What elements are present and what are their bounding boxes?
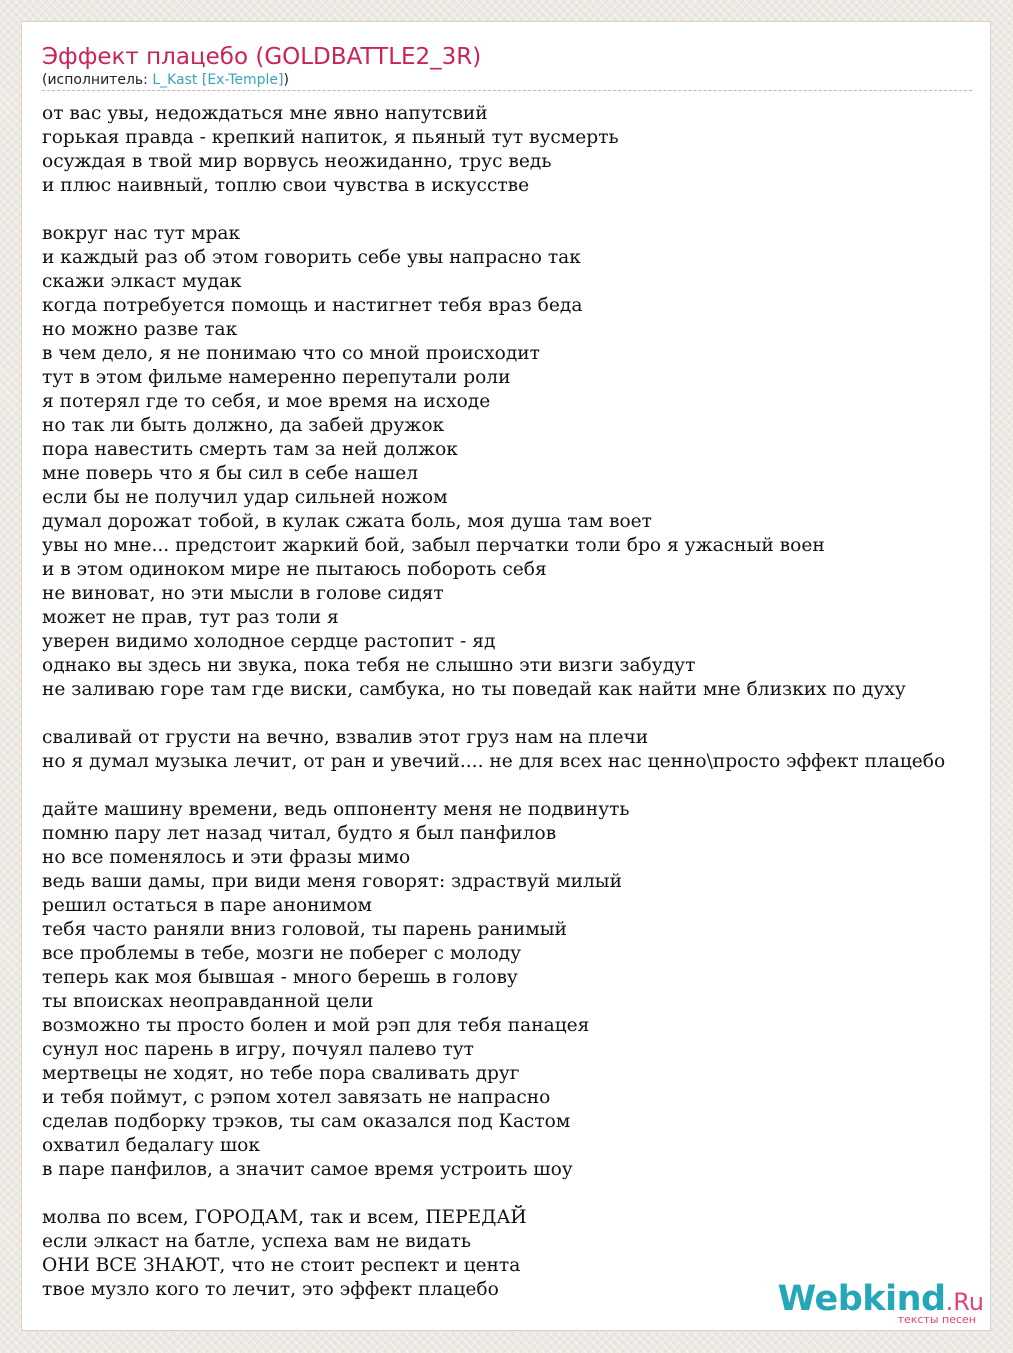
lyric-line: мертвецы не ходят, но тебе пора сваливать друг xyxy=(42,1063,520,1084)
lyric-line: я потерял где то себя, и мое время на исходе xyxy=(42,391,491,412)
lyric-line: твое музло кого то лечит, это эффект плацебо xyxy=(42,1279,499,1300)
lyric-line: не заливаю горе там где виски, самбука, но ты поведай как найти мне близких по духу xyxy=(42,679,906,700)
lyric-line: осуждая в твой мир ворвусь неожиданно, трус ведь xyxy=(42,151,552,172)
lyric-line: решил остаться в паре анонимом xyxy=(42,895,373,916)
lyric-line: теперь как моя бывшая - много берешь в голову xyxy=(42,967,518,988)
site-logo[interactable] xyxy=(778,1281,984,1326)
logo-tld: .Ru xyxy=(945,1288,984,1316)
lyric-line: и плюс наивный, топлю свои чувства в искусстве xyxy=(42,175,530,196)
lyric-line: возможно ты просто болен и мой рэп для тебя панацея xyxy=(42,1015,590,1036)
header-divider xyxy=(42,90,972,91)
lyric-line: но все поменялось и эти фразы мимо xyxy=(42,847,411,868)
lyric-line: скажи элкаст мудак xyxy=(42,271,242,292)
lyric-line: не виноват, но эти мысли в голове сидят xyxy=(42,583,444,604)
stanza-break xyxy=(42,774,945,798)
lyric-line: сунул нос парень в игру, почуял палево тут xyxy=(42,1039,474,1060)
lyrics-card xyxy=(21,21,991,1331)
page-title: Эффект плацебо (GOLDBATTLE2_3R) xyxy=(42,44,482,70)
lyric-line: молва по всем, ГОРОДАМ, так и всем, ПЕРЕДАЙ xyxy=(42,1207,527,1228)
lyric-line: ведь ваши дамы, при види меня говорят: здраствуй милый xyxy=(42,871,622,892)
lyric-line: думал дорожат тобой, в кулак сжата боль, моя душа там воет xyxy=(42,511,652,532)
lyric-line: тут в этом фильме намеренно перепутали роли xyxy=(42,367,511,388)
logo-main-text: Webkind xyxy=(777,1279,946,1319)
lyric-line: ты впоисках неоправданной цели xyxy=(42,991,374,1012)
lyric-line: мне поверь что я бы сил в себе нашел xyxy=(42,463,419,484)
artist-line xyxy=(42,71,289,89)
lyric-line: может не прав, тут раз толи я xyxy=(42,607,339,628)
lyric-line: но так ли быть должно, да забей дружок xyxy=(42,415,445,436)
lyric-line: от вас увы, недождаться мне явно напутсвий xyxy=(42,103,488,124)
lyric-line: но можно разве так xyxy=(42,319,238,340)
lyric-line: тебя часто раняли вниз головой, ты парень ранимый xyxy=(42,919,567,940)
lyric-line: пора навестить смерть там за ней должок xyxy=(42,439,458,460)
lyric-line: сваливай от грусти на вечно, взвалив этот груз нам на плечи xyxy=(42,727,649,748)
stanza-break xyxy=(42,702,945,726)
logo-tagline: тексты песен xyxy=(897,1313,976,1326)
lyric-line: если бы не получил удар сильней ножом xyxy=(42,487,448,508)
artist-prefix: (исполнитель: xyxy=(42,72,153,88)
lyric-line: помню пару лет назад читал, будто я был панфилов xyxy=(42,823,557,844)
lyric-line: уверен видимо холодное сердце растопит - яд xyxy=(42,631,496,652)
lyric-line: в паре панфилов, а значит самое время устроить шоу xyxy=(42,1159,573,1180)
lyric-line: и тебя поймут, с рэпом хотел завязать не напрасно xyxy=(42,1087,551,1108)
stanza-break xyxy=(42,1182,945,1206)
lyric-line: однако вы здесь ни звука, пока тебя не слышно эти визги забудут xyxy=(42,655,696,676)
lyric-line: дайте машину времени, ведь оппоненту меня не подвинуть xyxy=(42,799,630,820)
lyric-line: и каждый раз об этом говорить себе увы напрасно так xyxy=(42,247,581,268)
lyrics-body xyxy=(42,102,945,1302)
lyric-line: в чем дело, я не понимаю что со мной происходит xyxy=(42,343,540,364)
lyric-line: увы но мне... предстоит жаркий бой, забыл перчатки толи бро я ужасный воен xyxy=(42,535,825,556)
lyric-line: сделав подборку трэков, ты сам оказался под Кастом xyxy=(42,1111,571,1132)
lyric-line: все проблемы в тебе, мозги не поберег с молоду xyxy=(42,943,522,964)
lyric-line: ОНИ ВСЕ ЗНАЮТ, что не стоит респект и цента xyxy=(42,1255,521,1276)
lyric-line: горькая правда - крепкий напиток, я пьяный тут вусмерть xyxy=(42,127,619,148)
lyric-line: вокруг нас тут мрак xyxy=(42,223,241,244)
lyric-line: если элкаст на батле, успеха вам не видать xyxy=(42,1231,471,1252)
lyric-line: и в этом одиноком мире не пытаюсь побороть себя xyxy=(42,559,547,580)
artist-suffix: ) xyxy=(283,72,289,88)
stanza-break xyxy=(42,198,945,222)
lyric-line: когда потребуется помощь и настигнет тебя враз беда xyxy=(42,295,583,316)
lyric-line: но я думал музыка лечит, от ран и увечий.... не для всех нас ценно\просто эффект плацебо xyxy=(42,751,946,772)
lyric-line: охватил бедалагу шок xyxy=(42,1135,260,1156)
artist-link[interactable]: L_Kast [Ex-Temple] xyxy=(152,72,284,88)
